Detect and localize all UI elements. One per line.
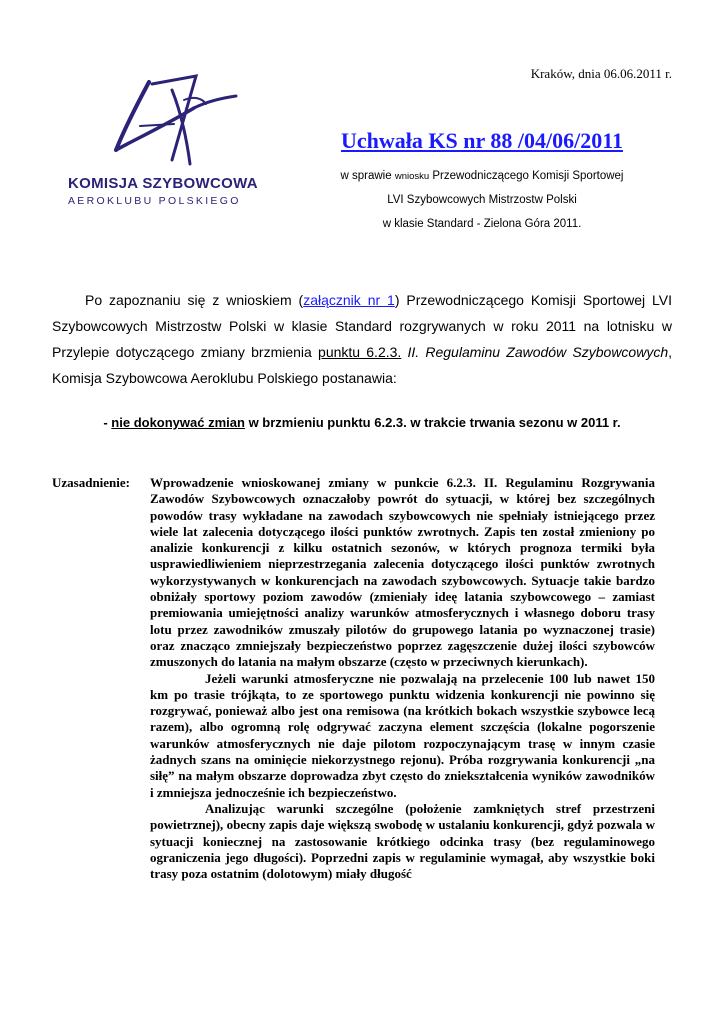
intro-text-2: ) Przewodniczącego Komisji Sportowej LVI Szybowcowych Mistrzostw Polski w klasie Standard rozgrywanych w roku 2011 na lotnisku w Przylepie dotyczącego zmiany brzmienia <box>52 292 673 360</box>
decision-underlined: nie dokonywać zmian <box>111 415 245 430</box>
subtitle-line1-pre: w sprawie <box>340 170 392 182</box>
decision-prefix: - <box>103 415 112 430</box>
intro-paragraph <box>52 287 672 391</box>
decision-statement <box>52 415 672 430</box>
subtitle-line3: w klasie Standard - Zielona Góra 2011. <box>382 218 582 230</box>
subtitle-line1-post: Przewodniczącego Komisji Sportowej <box>432 170 624 182</box>
point-reference: punktu 6.2.3. <box>318 344 402 360</box>
intro-text-4: , Komisja Szybowcowa Aeroklubu Polskiego postanawia: <box>52 344 672 386</box>
logo-text-line2: AEROKLUBU POLSKIEGO <box>68 195 241 207</box>
regulation-title: II. Regulaminu Zawodów Szybowcowych <box>407 344 669 360</box>
glider-logo-icon <box>94 70 244 170</box>
resolution-title: Uchwała KS nr 88 /04/06/2011 <box>341 128 623 153</box>
document-date: Kraków, dnia 06.06.2011 r. <box>530 66 672 81</box>
justification-paragraph-3: Analizując warunki szczególne (położenie zamkniętych stref przestrzeni powietrznej), obecny zapis daje większą swobodę w ustalaniu konkurencji, gdyż pozwala w sytuacji koniecznej na zastosowanie krótkiego odcinka trasy (bez regulaminowego ograniczenia jego długości). Poprzedni zapis w regulaminie wymagał, aby wszystkie boki trasy poza ostatnim (dolotowym) miały długość <box>150 800 655 882</box>
subtitle-line1-small: wniosku <box>394 171 430 182</box>
subtitle-line1 <box>280 170 684 182</box>
subtitle-line2: LVI Szybowcowych Mistrzostw Polski <box>387 194 577 206</box>
justification-paragraph-1: Wprowadzenie wnioskowanej zmiany w punkcie 6.2.3. II. Regulaminu Rozgrywania Zawodów Szybowcowych oznaczałoby powrót do sytuacji, w której bez szczególnych powodów trasy wykładane na zawodach szybowcowych nie spełniały istniejącego przez wiele lat zalecenia dotyczącego ilości punktów zwrotnych. Zapis ten został zmieniony po analizie konkurencji z kilku ostatnich sezonów, w których prognoza termiki była usprawiedliwieniem nieprzestrzegania zalecenia dotyczącego ilości punktów zwrotnych wykorzystywanych w konkurencjach na zawodach szybowcowych. Sytuacje takie bardzo obniżały sportowy poziom zawodów (zmieniały ideę latania szybowcowego – zamiast premiowania umiejętności analizy warunków atmosferycznych i własnego doboru trasy lotu przez zawodników zmuszały pilotów do grupowego latania po wyznaczonej trasie) oraz znacząco zmniejszały bezpieczeństwo poprzez zagęszczenie dużej ilości szybowców zmuszonych do latania na małym obszarze (często w przeciwnych kierunkach). <box>150 475 655 670</box>
intro-text-1: Po zapoznaniu się z wnioskiem ( <box>85 292 304 308</box>
logo-text-line1: KOMISJA SZYBOWCOWA <box>68 175 258 192</box>
justification-body <box>150 475 655 882</box>
justification-label: Uzasadnienie: <box>52 475 130 490</box>
komisja-szybowcowa-logo <box>64 70 284 220</box>
attachment-link[interactable]: załącznik nr 1 <box>303 292 395 308</box>
decision-rest: w brzmieniu punktu 6.2.3. w trakcie trwania sezonu w 2011 r. <box>244 415 621 430</box>
justification-paragraph-2: Jeżeli warunki atmosferyczne nie pozwalają na przelecenie 100 lub nawet 150 km po trasie trójkąta, to ze sportowego punktu widzenia konkurencji nie powinno się rozgrywać, ponieważ albo jest ona remisowa (na krótkich bokach wszystkie szybowce lecą razem), albo ogromną rolę odgrywać zaczyna element szczęścia (lokalne pogorszenie warunków atmosferycznych nie daje pilotom rozpoczynającym trasę w innym czasie żadnych szans na ominięcie niekorzystnego rejonu). Próba rozgrywania konkurencji „na siłę” na małym obszarze doprowadza zbyt często do zniekształcenia wyników zawodników i zmniejsza jednocześnie ich bezpieczeństwo. <box>150 670 655 800</box>
